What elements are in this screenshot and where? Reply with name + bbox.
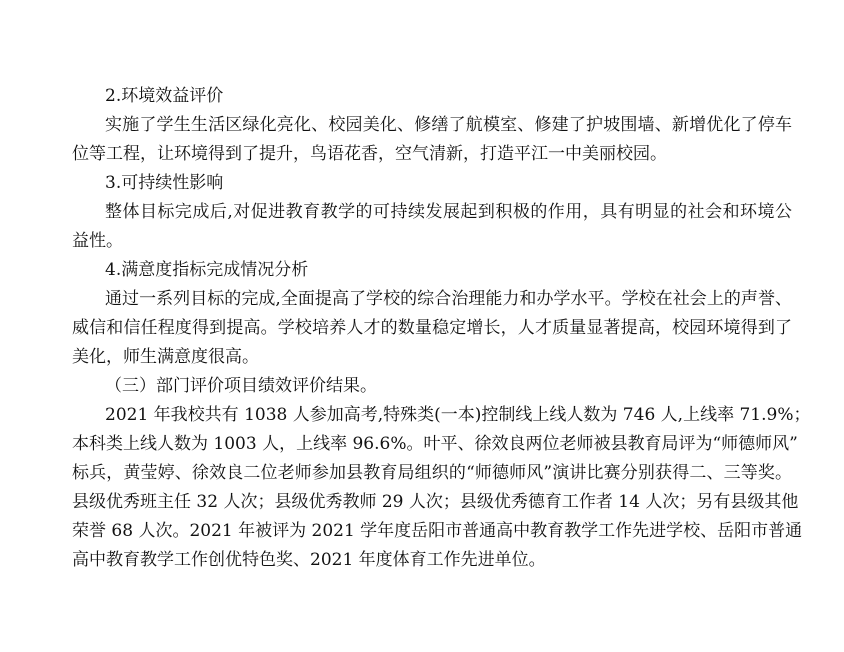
section-title-results: （三）部门评价项目绩效评价结果。 — [105, 376, 377, 396]
heading-environmental-benefit: 2.环境效益评价 — [105, 86, 224, 106]
paragraph-results-line: 县级优秀班主任 32 人次；县级优秀教师 29 人次；县级优秀德育工作者 14 人次；另有县级其他 — [72, 492, 799, 512]
paragraph-sustainability-line: 整体目标完成后,对促进教育教学的可持续发展起到积极的作用，具有明显的社会和环境公 — [105, 202, 792, 222]
paragraph-results-line: 标兵，黄莹婷、徐效良二位老师参加县教育局组织的“师德师风”演讲比赛分别获得二、三等奖。 — [72, 463, 792, 483]
paragraph-satisfaction-line: 威信和信任程度得到提高。学校培养人才的数量稳定增长，人才质量显著提高，校园环境得到了 — [72, 318, 792, 338]
paragraph-results-line: 高中教育教学工作创优特色奖、2021 年度体育工作先进单位。 — [72, 550, 546, 570]
paragraph-satisfaction-line: 通过一系列目标的完成,全面提高了学校的综合治理能力和办学水平。学校在社会上的声誉、 — [105, 289, 792, 309]
heading-satisfaction: 4.满意度指标完成情况分析 — [105, 260, 309, 280]
paragraph-sustainability-line: 益性。 — [72, 231, 123, 251]
paragraph-results-line: 2021 年我校共有 1038 人参加高考,特殊类(一本)控制线上线人数为 746 人,上线率 71.9%； — [105, 405, 811, 425]
paragraph-environment-line: 位等工程，让环境得到了提升，鸟语花香，空气清新，打造平江一中美丽校园。 — [72, 144, 667, 164]
paragraph-results-line: 荣誉 68 人次。2021 年被评为 2021 学年度岳阳市普通高中教育教学工作先进学校、岳阳市普通 — [72, 521, 803, 541]
heading-sustainability: 3.可持续性影响 — [105, 173, 224, 193]
paragraph-results-line: 本科类上线人数为 1003 人，上线率 96.6%。叶平、徐效良两位老师被县教育局评为“师德师风” — [72, 434, 798, 454]
paragraph-environment-line: 实施了学生生活区绿化亮化、校园美化、修缮了航模室、修建了护坡围墙、新增优化了停车 — [105, 115, 792, 135]
paragraph-satisfaction-line: 美化，师生满意度很高。 — [72, 347, 259, 367]
